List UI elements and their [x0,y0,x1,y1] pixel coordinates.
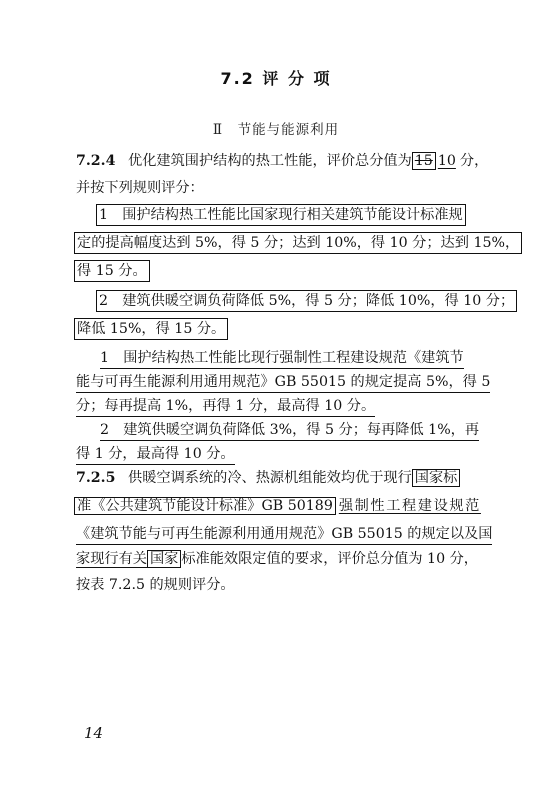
inserted-score: 10 [437,153,456,169]
section-title: 7.2 评 分 项 [220,69,332,88]
clause-number: 7.2.4 [76,153,116,169]
new-item-1-line3: 分；每再提高 1%，再得 1 分，最高得 10 分。 [76,396,375,417]
clause-7-2-5-line4 [76,549,478,569]
deleted-item-1-line3: 得 15 分。 [74,260,150,282]
clause-text: 标准能效限定值的要求，评价总分值为 10 分， [181,551,478,567]
deleted-score: 15 [412,152,436,170]
new-item-2-line1: 2 建筑供暖空调负荷降低 3%，得 5 分；每再降低 1%，再 [100,420,479,441]
clause-7-2-5-line3: 《建筑节能与可再生能源利用通用规范》GB 55015 的规定以及国 [76,524,492,545]
clause-7-2-4-line2: 并按下列规则评分： [76,180,204,196]
new-item-1-line1: 1 围护结构热工性能比现行强制性工程建设规范《建筑节 [100,348,464,369]
clause-7-2-4-line1 [76,151,488,171]
deleted-item-1-line2: 定的提高幅度达到 5%，得 5 分；达到 10%，得 10 分；达到 15%， [74,232,522,254]
clause-number: 7.2.5 [76,470,116,486]
page-number: 14 [84,724,104,742]
inserted-text: 强制性工程建设规范 [338,498,481,514]
new-item-1-line2: 能与可再生能源利用通用规范》GB 55015 的规定提高 5%，得 5 [76,372,490,393]
clause-7-2-5-line5: 按表 7.2.5 的规则评分。 [76,577,235,593]
deleted-text-box: 国家 [147,550,181,568]
clause-7-2-5-line1 [76,468,460,488]
deleted-item-2-line1: 2 建筑供暖空调负荷降低 5%，得 5 分；降低 10%，得 10 分； [96,290,517,312]
deleted-item-1-line1: 1 围护结构热工性能比国家现行相关建筑节能设计标准规 [96,204,466,226]
clause-text: 供暖空调系统的冷、热源机组能效均优于现行 [128,470,412,486]
deleted-item-2-line2: 降低 15%，得 15 分。 [74,318,228,340]
clause-text-end: 分， [459,153,489,169]
deleted-text-box: 国家标 [412,469,461,487]
inserted-text: 家现行有关 [76,551,147,567]
new-item-2-line2: 得 1 分，最高得 10 分。 [76,444,235,465]
subsection-title: Ⅱ 节能与能源利用 [212,122,340,138]
deleted-standard-box: 准《公共建筑节能设计标准》GB 50189 [74,497,336,515]
clause-7-2-5-line2 [74,496,481,516]
clause-text: 优化建筑围护结构的热工性能，评价总分值为 [128,153,412,169]
